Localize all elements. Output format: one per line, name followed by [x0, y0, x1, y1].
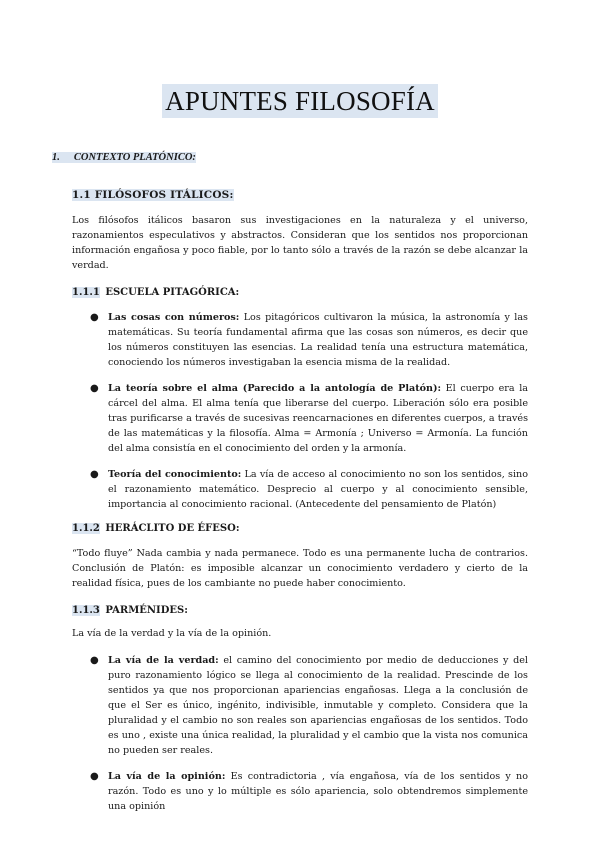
- paragraph-parmenides-intro: La vía de la verdad y la vía de la opinión.: [72, 628, 272, 639]
- list-item-bold: Las cosas con números:: [108, 312, 240, 323]
- list-item-text: Los pitagóricos cultivaron la música, la astronomía y las matemáticas. Su teoría fundamental afirma que las cosas son números, es decir que los números constituyen las esencias. La realidad tenía una estructura matemática, conociendo los números investigaban la esencia misma de la realidad.: [108, 312, 528, 368]
- section-title: CONTEXTO PLATÓNICO:: [73, 152, 196, 163]
- bullet-icon: ●: [90, 771, 99, 782]
- bullet-icon: ●: [90, 312, 99, 323]
- subsubsection-heading-1-1-1: [72, 287, 528, 298]
- bullet-icon: ●: [90, 383, 99, 394]
- list-item-text: El cuerpo era la cárcel del alma. El alma tenía que liberarse del cuerpo. Liberación sólo era posible tras purificarse a través de sucesivas reencarnaciones en diferentes cuerpos, a través de las matemáticas y la filosofía. Alma = Armonía ; Universo = Armonía. La función del alma consistía en el conocimiento del orden y la armonía.: [108, 383, 528, 454]
- list-item: [72, 769, 528, 814]
- list-item-bold: La teoría sobre el alma (Parecido a la antología de Platón):: [108, 383, 442, 394]
- section-number: 1.: [52, 152, 60, 163]
- subsubsection-title: HERÁCLITO DE ÉFESO:: [105, 523, 240, 534]
- list-item-text: Es contradictoria , vía engañosa, vía de los sentidos y no razón. Todo es uno y lo múltiple es sólo apariencia, solo obtendremos simplemente una opinión: [108, 771, 528, 812]
- bullet-icon: ●: [90, 469, 99, 480]
- subsubsection-title: PARMÉNIDES:: [105, 605, 188, 616]
- list-item-text: La vía de acceso al conocimiento no son los sentidos, sino el razonamiento matemático. Desprecio al cuerpo y al conocimiento sensible, importancia al conocimiento racional. (Antecedente del pensamiento de Platón): [108, 469, 528, 510]
- subsubsection-number: 1.1.1: [72, 287, 100, 298]
- list-item-text: el camino del conocimiento por medio de deducciones y del puro razonamiento lógico se llega al conocimiento de la realidad. Prescinde de los sentidos ya que nos proporcionan apariencias engañosas. Llega a la conclusión de que el Ser es único, ingénito, indivisible, inmutable y completo. Considera que la pluralidad y el cambio no son reales son apariencias engañosas de los sentidos. Todo es uno , existe una única realidad, la pluralidad y el cambio que la vista nos comunica no pueden ser reales.: [108, 655, 528, 756]
- bullet-icon: ●: [90, 655, 99, 666]
- paragraph-italicos: Los filósofos itálicos basaron sus investigaciones en la naturaleza y el universo, razonamientos especulativos y abstractos. Consideran que los sentidos nos proporcionan información engañosa y poco fiable, por lo tanto sólo a través de la razón se debe alcanzar la verdad.: [72, 215, 528, 271]
- subsubsection-title: ESCUELA PITAGÓRICA:: [105, 287, 240, 298]
- subsubsection-number: 1.1.2: [72, 523, 100, 534]
- list-item: [72, 310, 528, 370]
- title-wrap: [72, 0, 528, 132]
- list-item-bold: La vía de la opinión:: [108, 771, 226, 782]
- section-heading-highlight: [52, 152, 196, 163]
- document-title: APUNTES FILOSOFÍA: [162, 84, 438, 118]
- bullet-list-parmenides: [72, 653, 528, 814]
- subsubsection-heading-1-1-2: [72, 523, 528, 534]
- section-heading-1: [52, 152, 528, 163]
- bullet-list-pitagorica: [72, 310, 528, 512]
- list-item-bold: La vía de la verdad:: [108, 655, 219, 666]
- list-item: [72, 653, 528, 758]
- paragraph-heraclito: “Todo fluye” Nada cambia y nada permanece. Todo es una permanente lucha de contrarios. Conclusión de Platón: es imposible alcanzar un conocimiento verdadero y cierto de la realidad física, pues de los cambiante no puede haber conocimiento.: [72, 548, 528, 589]
- list-item: [72, 467, 528, 512]
- subsection-title: 1.1 FILÓSOFOS ITÁLICOS:: [72, 189, 234, 201]
- list-item-bold: Teoría del conocimiento:: [108, 469, 242, 480]
- subsubsection-number: 1.1.3: [72, 605, 100, 616]
- subsubsection-heading-1-1-3: [72, 605, 528, 616]
- list-item: [72, 381, 528, 456]
- subsection-heading-1-1: [72, 189, 528, 201]
